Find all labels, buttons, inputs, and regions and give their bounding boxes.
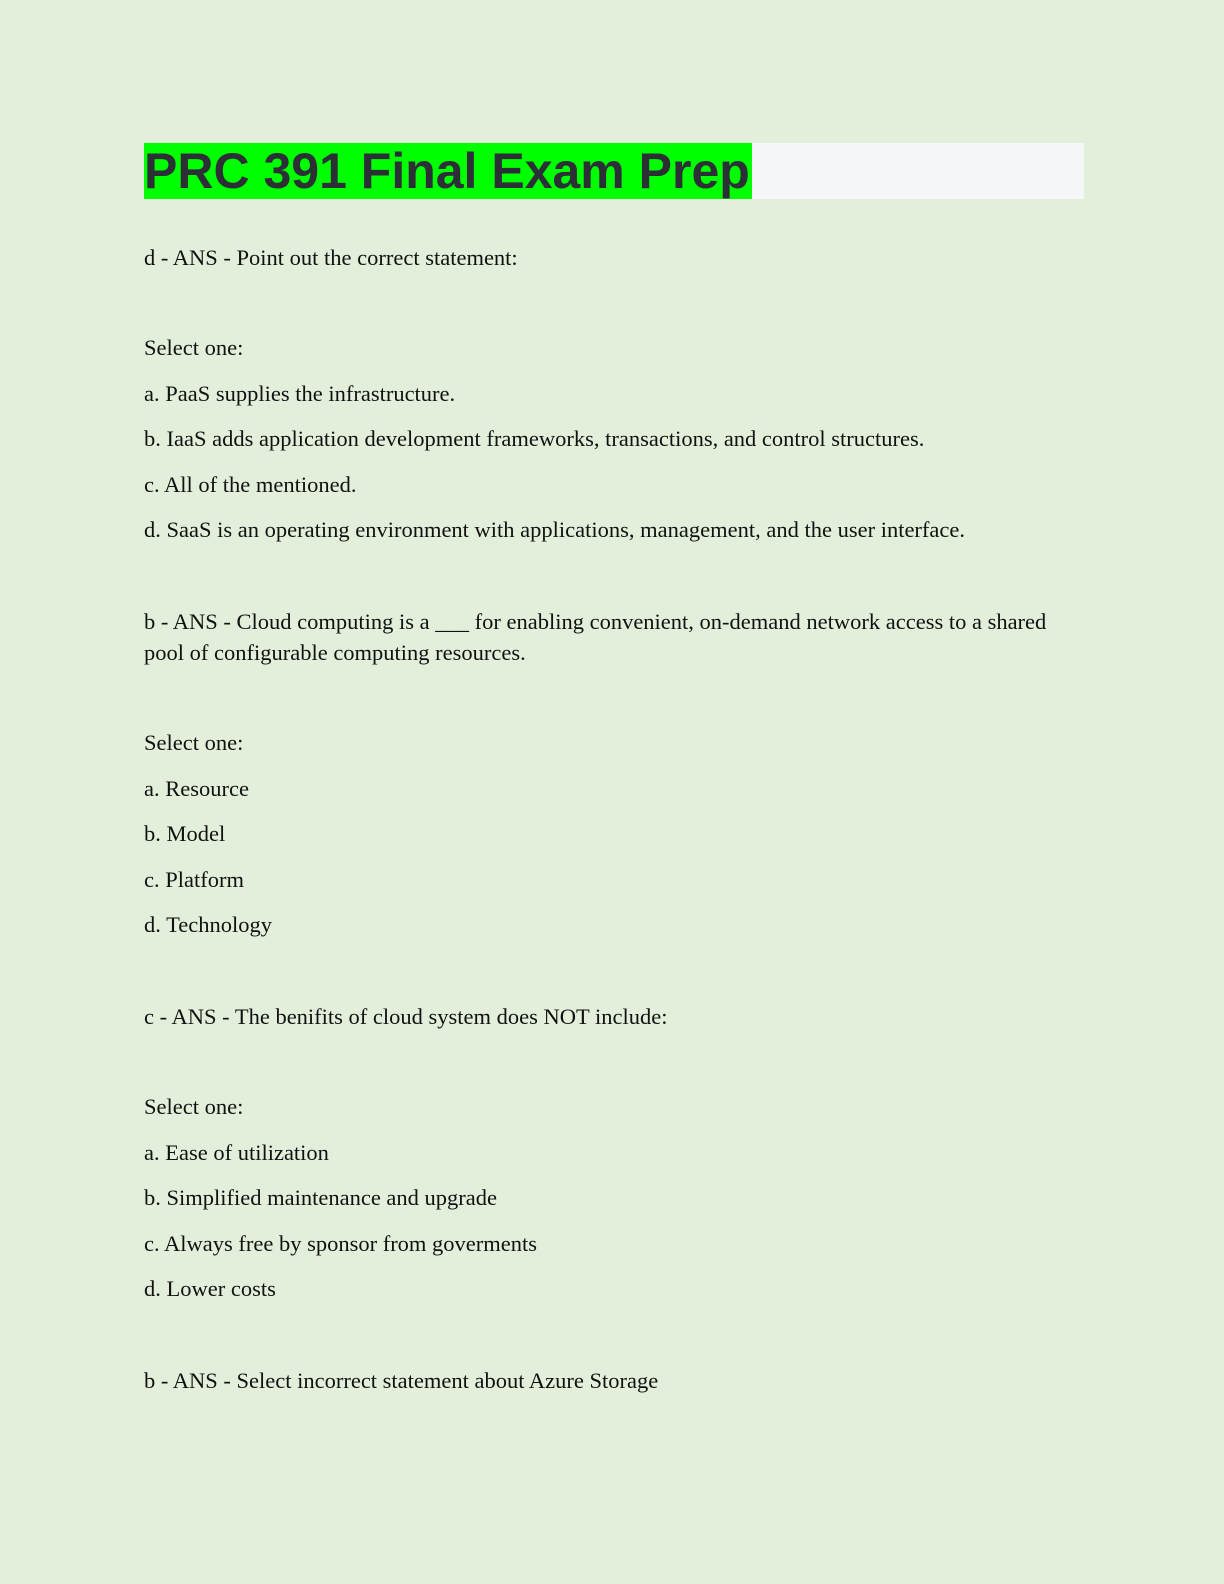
option-c: c. Always free by sponsor from goverments bbox=[144, 1230, 538, 1256]
option-c: c. All of the mentioned. bbox=[144, 471, 357, 497]
document-page bbox=[144, 143, 1084, 1396]
question-stem: c - ANS - The benifits of cloud system does NOT include: bbox=[144, 1004, 668, 1029]
option-a: a. Ease of utilization bbox=[144, 1139, 329, 1165]
option-a: a. PaaS supplies the infrastructure. bbox=[144, 380, 456, 406]
option-d: d. Lower costs bbox=[144, 1276, 276, 1301]
select-one-label: Select one: bbox=[144, 335, 244, 360]
title-bar bbox=[144, 143, 1084, 199]
select-one-label: Select one: bbox=[144, 730, 244, 755]
question-2 bbox=[144, 606, 1084, 940]
page-title: PRC 391 Final Exam Prep bbox=[144, 143, 750, 199]
question-4 bbox=[144, 1365, 1084, 1396]
select-one-label: Select one: bbox=[144, 1094, 244, 1119]
option-b: b. Model bbox=[144, 821, 226, 846]
question-stem: b - ANS - Cloud computing is a ___ for enabling convenient, on-demand network access to a shared pool of configurable computing resources. bbox=[144, 609, 1047, 665]
option-c: c. Platform bbox=[144, 866, 244, 892]
option-b: b. Simplified maintenance and upgrade bbox=[144, 1185, 498, 1210]
option-d: d. SaaS is an operating environment with applications, management, and the user interface. bbox=[144, 517, 965, 542]
question-1 bbox=[144, 242, 1084, 545]
option-a: a. Resource bbox=[144, 775, 249, 801]
question-3 bbox=[144, 1001, 1084, 1304]
question-stem: d - ANS - Point out the correct statement: bbox=[144, 245, 518, 270]
option-d: d. Technology bbox=[144, 912, 272, 937]
question-stem: b - ANS - Select incorrect statement about Azure Storage bbox=[144, 1368, 659, 1393]
option-b: b. IaaS adds application development frameworks, transactions, and control structures. bbox=[144, 426, 925, 451]
